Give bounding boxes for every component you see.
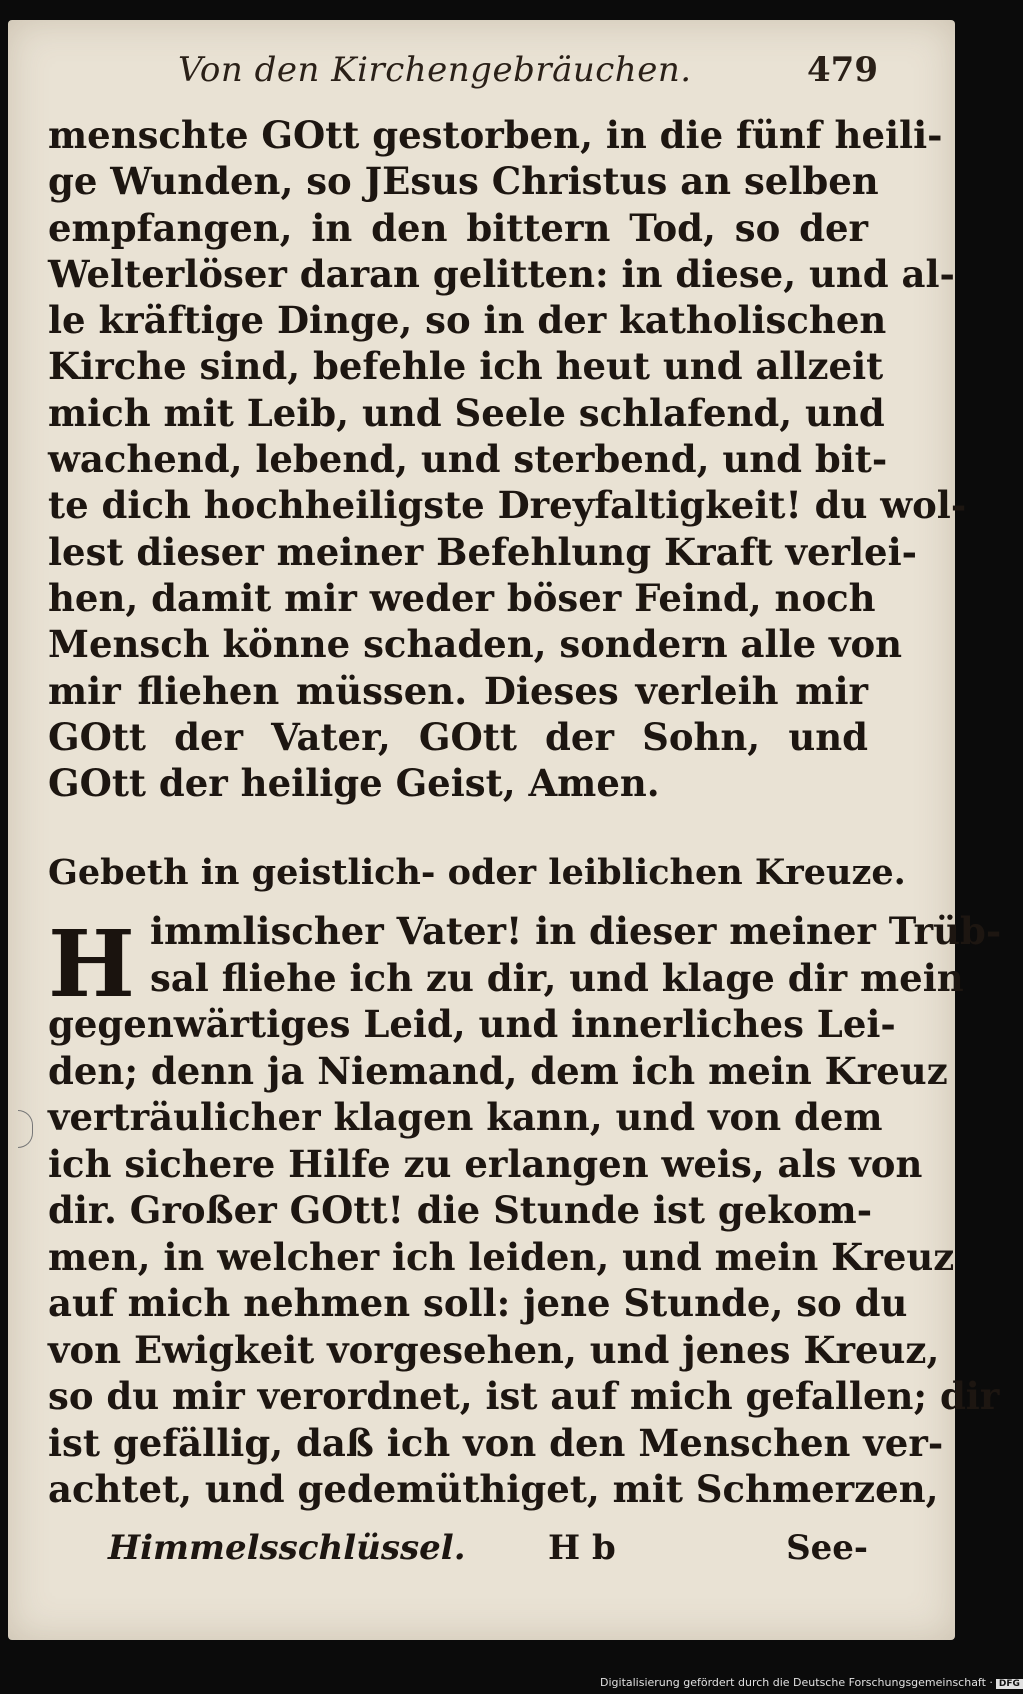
text-line: auf mich nehmen soll: jene Stunde, so du [48, 1281, 908, 1325]
digitization-notice [600, 1676, 1020, 1690]
section-heading: Gebeth in geistlich- oder leiblichen Kreuze. [48, 852, 906, 893]
signature-title: Himmelsschlüssel. [108, 1528, 466, 1568]
signature-mark: H b [548, 1528, 616, 1568]
text-line: achtet, und gedemüthiget, mit Schmerzen, [48, 1467, 939, 1511]
text-line: GOtt der heilige Geist, Amen. [48, 761, 660, 806]
text-line: men, in welcher ich leiden, und mein Kreuz [48, 1234, 955, 1279]
text-line: den; denn ja Niemand, dem ich mein Kreuz [48, 1048, 948, 1093]
margin-bracket-mark [18, 1110, 33, 1148]
running-title: Von den Kirchengebräuchen. [178, 50, 692, 90]
text-line: ge Wunden, so JEsus Christus an selben [48, 159, 879, 204]
text-line: empfangen, in den bittern Tod, so der [48, 205, 868, 250]
text-line: menschte GOtt gestorben, in die fünf heili- [48, 113, 943, 157]
text-line: wachend, lebend, und sterbend, und bit- [48, 437, 888, 482]
text-line: ist gefällig, daß ich von den Menschen ver- [48, 1420, 944, 1465]
drop-cap: H [48, 910, 135, 1018]
text-line: mir fliehen müssen. Dieses verleih mir [48, 668, 868, 713]
text-line: GOtt der Vater, GOtt der Sohn, und [48, 714, 868, 759]
page-number: 479 [807, 50, 878, 90]
text-line: Kirche sind, befehle ich heut und allzeit [48, 344, 884, 389]
running-header [178, 50, 878, 100]
text-line: te dich hochheiligste Dreyfaltigkeit! du wol- [48, 483, 967, 528]
text-line: dir. Großer GOtt! die Stunde ist gekom- [48, 1188, 873, 1232]
text-line: von Ewigkeit vorgesehen, und jenes Kreuz, [48, 1327, 940, 1372]
page-footer [108, 1528, 868, 1578]
text-line: sal fliehe ich zu dir, und klage dir mein [150, 955, 964, 1000]
dfg-logo: DFG [996, 1679, 1023, 1689]
text-line: immlischer Vater! in dieser meiner Trüb- [150, 909, 1002, 953]
digitization-text: Digitalisierung gefördert durch die Deutsche Forschungsgemeinschaft · [600, 1676, 993, 1689]
text-line: so du mir verordnet, ist auf mich gefallen; dir [48, 1374, 1000, 1418]
text-line: ich sichere Hilfe zu erlangen weis, als von [48, 1141, 923, 1186]
text-line: mich mit Leib, und Seele schlafend, und [48, 390, 885, 435]
text-line: gegenwärtiges Leid, und innerliches Lei- [48, 1002, 896, 1046]
text-line: Mensch könne schaden, sondern alle von [48, 622, 903, 667]
catchword: See- [786, 1528, 868, 1568]
prayer-text [48, 908, 1002, 1513]
text-line: verträulicher klagen kann, und von dem [48, 1095, 883, 1139]
text-line: hen, damit mir weder böser Feind, noch [48, 575, 876, 620]
book-page [8, 20, 1002, 1640]
text-line: le kräftige Dinge, so in der katholischen [48, 298, 887, 343]
text-line: Welterlöser daran gelitten: in diese, und al- [48, 251, 955, 296]
text-line: lest dieser meiner Befehlung Kraft verlei- [48, 529, 918, 574]
body-text [48, 112, 967, 806]
